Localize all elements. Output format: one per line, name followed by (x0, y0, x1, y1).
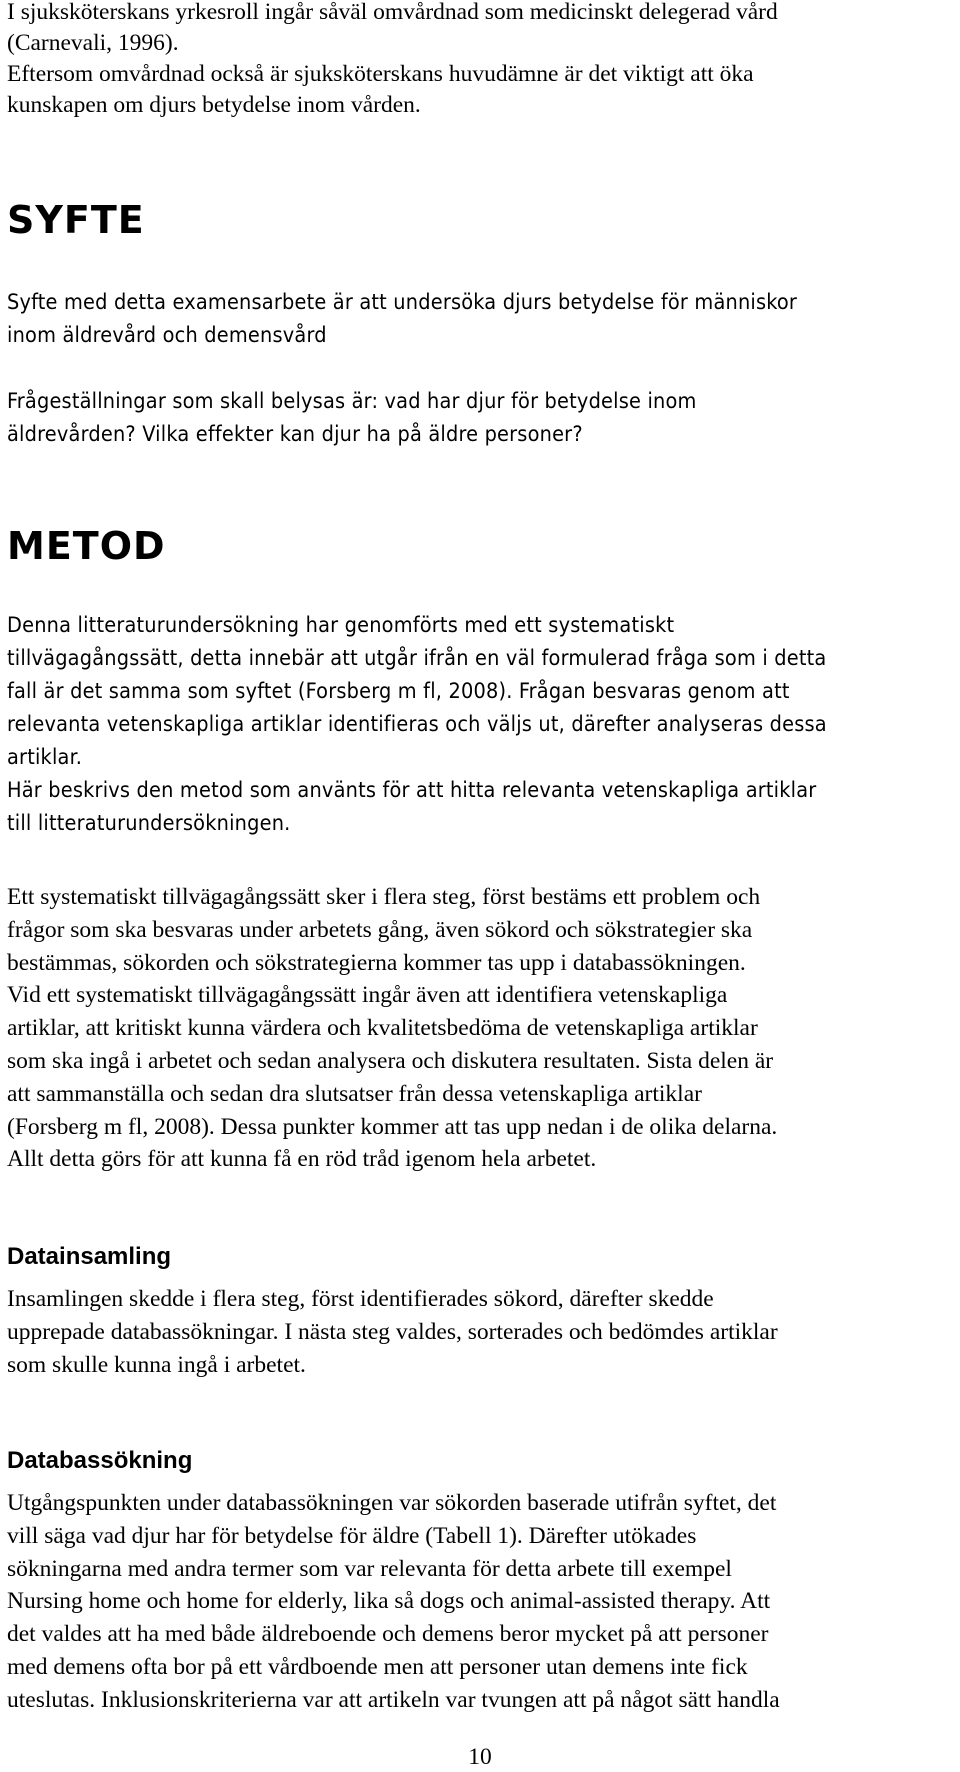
metod-heading: METOD (7, 524, 166, 568)
text-line: Ett systematiskt tillvägagångssätt sker i flera steg, först bestäms ett problem och (7, 884, 761, 910)
text-line: till litteraturundersökningen. (7, 811, 291, 836)
datainsamling-heading: Datainsamling (7, 1243, 172, 1270)
datainsamling-paragraph (7, 1283, 955, 1381)
text-line: att sammanställa och sedan dra slutsatser från dessa vetenskapliga artiklar (7, 1080, 702, 1107)
text-line: vill säga vad djur har för betydelse för äldre (Tabell 1). Därefter utökades (7, 1522, 697, 1549)
metod-paragraph-2 (7, 881, 955, 1176)
text-line: äldrevården? Vilka effekter kan djur ha på äldre personer? (7, 422, 583, 447)
text-line: Utgångspunkten under databassökningen var sökorden baserade utifrån syftet, det (7, 1490, 777, 1516)
text-line: fall är det samma som syftet (Forsberg m fl, 2008). Frågan besvaras genom att (7, 679, 790, 704)
text-line: Syfte med detta examensarbete är att undersöka djurs betydelse för människor (7, 290, 798, 315)
text-line: Denna litteraturundersökning har genomförts med ett systematiskt (7, 613, 675, 638)
text-line: Nursing home och home for elderly, lika så dogs och animal-assisted therapy. Att (7, 1588, 771, 1615)
text-line: Insamlingen skedde i flera steg, först identifierades sökord, därefter skedde (7, 1286, 714, 1312)
text-line: artiklar. (7, 745, 83, 770)
text-line: som skulle kunna ingå i arbetet. (7, 1351, 306, 1378)
text-line: frågor som ska besvaras under arbetets gång, även sökord och sökstrategier ska (7, 916, 753, 943)
syfte-heading: SYFTE (7, 198, 145, 242)
text-line: artiklar, att kritiskt kunna värdera och kvalitetsbedöma de vetenskapliga artiklar (7, 1015, 758, 1042)
text-line: I sjuksköterskans yrkesroll ingår såväl omvårdnad som medicinskt delegerad vård (7, 0, 778, 25)
text-line: med demens ofta bor på ett vårdboende men att personer utan demens inte fick (7, 1653, 748, 1680)
text-line: Här beskrivs den metod som använts för att hitta relevanta vetenskapliga artiklar (7, 778, 817, 803)
text-line: Allt detta görs för att kunna få en röd tråd igenom hela arbetet. (7, 1146, 597, 1173)
text-line: Eftersom omvårdnad också är sjuksköterskans huvudämne är det viktigt att öka (7, 61, 754, 87)
text-line: (Carnevali, 1996). (7, 30, 179, 56)
metod-paragraph-1 (7, 609, 955, 840)
intro-paragraph (7, 0, 955, 121)
text-line: inom äldrevård och demensvård (7, 323, 327, 348)
text-line: tillvägagångssätt, detta innebär att utgår ifrån en väl formulerad fråga som i detta (7, 646, 827, 671)
syfte-paragraph-1 (7, 286, 955, 352)
text-line: det valdes att ha med både äldreboende och demens beror mycket på att personer (7, 1621, 769, 1648)
databassokning-heading: Databassökning (7, 1447, 193, 1474)
text-line: som ska ingå i arbetet och sedan analysera och diskutera resultaten. Sista delen är (7, 1047, 774, 1074)
page-number: 10 (468, 1744, 492, 1770)
syfte-paragraph-2 (7, 385, 955, 451)
text-line: Vid ett systematiskt tillvägagångssätt ingår även att identifiera vetenskapliga (7, 982, 728, 1009)
databassokning-paragraph (7, 1487, 955, 1717)
text-line: kunskapen om djurs betydelse inom vården. (7, 92, 421, 118)
text-line: uteslutas. Inklusionskriterierna var att artikeln var tvungen att på något sätt handla (7, 1686, 780, 1713)
text-line: Frågeställningar som skall belysas är: vad har djur för betydelse inom (7, 389, 697, 414)
text-line: sökningarna med andra termer som var relevanta för detta arbete till exempel (7, 1555, 732, 1582)
text-line: bestämmas, sökorden och sökstrategierna kommer tas upp i databassökningen. (7, 949, 746, 976)
text-line: (Forsberg m fl, 2008). Dessa punkter kommer att tas upp nedan i de olika delarna. (7, 1113, 778, 1140)
text-line: relevanta vetenskapliga artiklar identifieras och väljs ut, därefter analyseras dessa (7, 712, 827, 737)
text-line: upprepade databassökningar. I nästa steg valdes, sorterades och bedömdes artiklar (7, 1318, 778, 1345)
